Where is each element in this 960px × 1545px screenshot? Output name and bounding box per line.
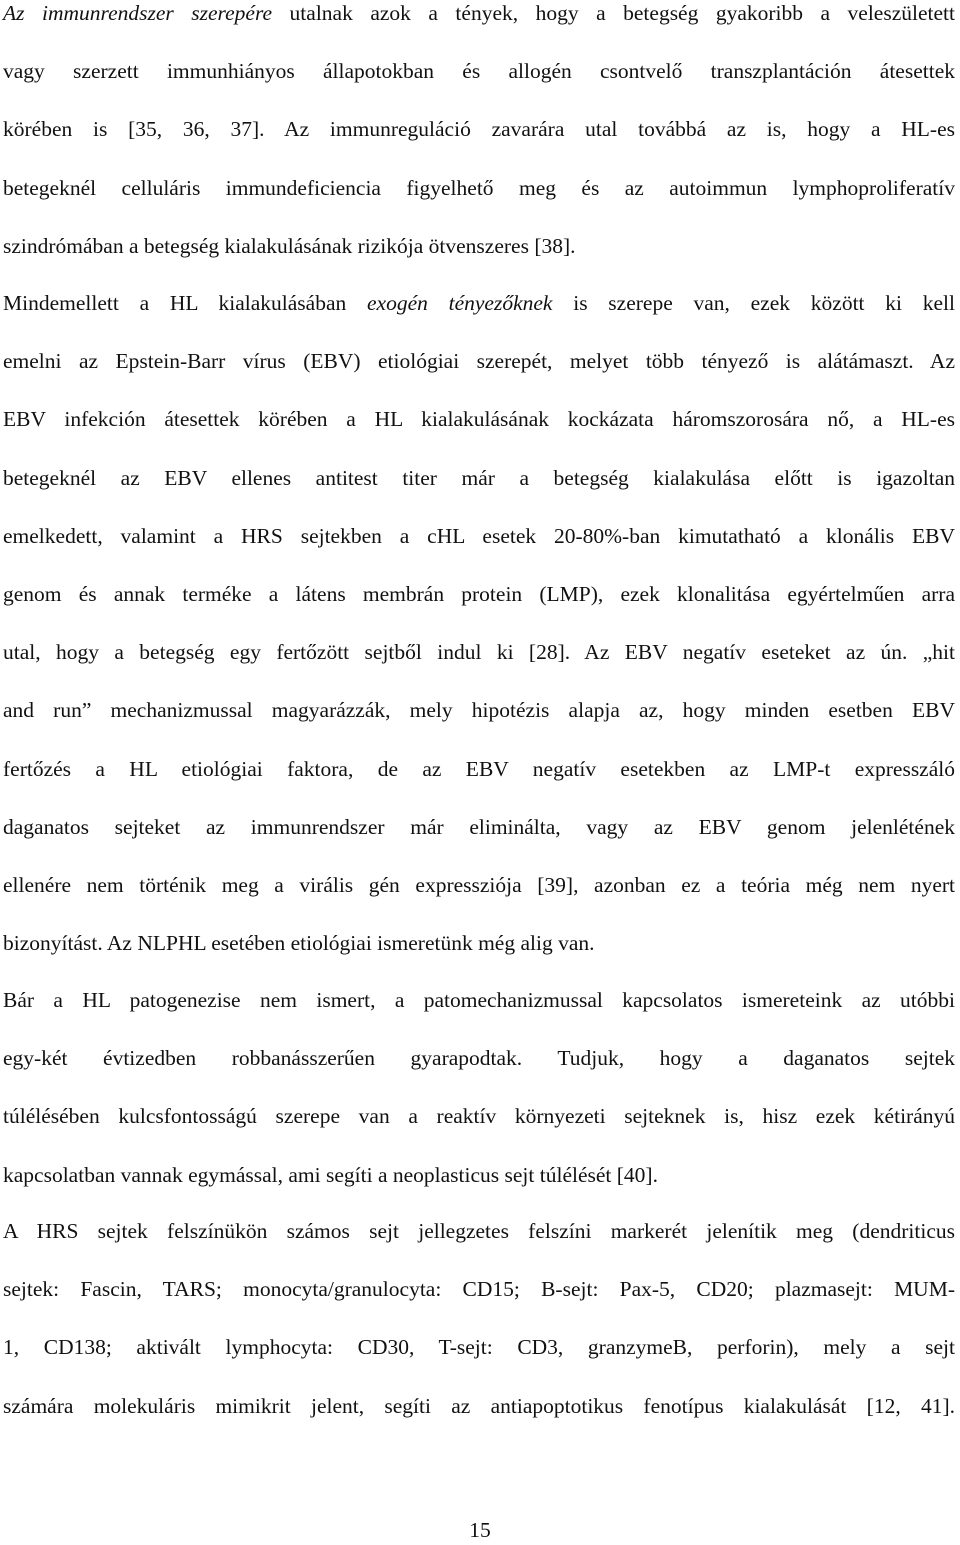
text-line: egy-két évtizedben robbanásszerűen gyarapodtak. Tudjuk, hogy a daganatos sejtek	[3, 1046, 955, 1071]
paragraph-4	[3, 1218, 955, 1451]
text-line: kapcsolatban vannak egymással, ami segíti a neoplasticus sejt túlélését [40].	[3, 1162, 658, 1187]
text-line: Mindemellett a HL kialakulásában exogén tényezőknek is szerepe van, ezek között ki kell	[3, 291, 955, 315]
text-line: genom és annak terméke a látens membrán protein (LMP), ezek klonalitása egyértelműen arra	[3, 581, 955, 606]
text-line: utal, hogy a betegség egy fertőzött sejtből indul ki [28]. Az EBV negatív eseteket az ún. „hit	[3, 640, 955, 665]
text-line: számára molekuláris mimikrit jelent, segíti az antiapoptotikus fenotípus kialakulását [12, 41].	[3, 1393, 955, 1418]
text-line: Az immunrendszer szerepére utalnak azok a tények, hogy a betegség gyakoribb a veleszületett	[3, 1, 955, 25]
text-line: vagy szerzett immunhiányos állapotokban és allogén csontvelő transzplantáción átesettek	[3, 59, 955, 84]
text-line: ellenére nem történik meg a virális gén expressziója [39], azonban ez a teória még nem nyert	[3, 872, 955, 897]
text-line: Bár a HL patogenezise nem ismert, a patomechanizmussal kapcsolatos ismereteink az utóbbi	[3, 988, 955, 1012]
text-line: fertőzés a HL etiológiai faktora, de az EBV negatív esetekben az LMP-t expresszáló	[3, 756, 955, 781]
page-number: 15	[469, 1518, 491, 1542]
text-line: and run” mechanizmussal magyarázzák, mely hipotézis alapja az, hogy minden esetben EBV	[3, 698, 955, 723]
text-line: túlélésében kulcsfontosságú szerepe van a reaktív környezeti sejteknek is, hisz ezek kétirányú	[3, 1104, 955, 1129]
text-line: körében is [35, 36, 37]. Az immunreguláció zavarára utal továbbá az is, hogy a HL-es	[3, 117, 955, 142]
paragraph-1	[3, 0, 955, 291]
text-line: A HRS sejtek felszínükön számos sejt jellegzetes felszíni markerét jelenítik meg (dendriticus	[3, 1219, 955, 1243]
text-line: szindrómában a betegség kialakulásának rizikója ötvenszeres [38].	[3, 233, 576, 258]
text-line: betegeknél celluláris immundeficiencia figyelhető meg és az autoimmun lymphoproliferatív	[3, 175, 955, 200]
paragraph-2	[3, 290, 955, 988]
text-line: 1, CD138; aktivált lymphocyta: CD30, T-sejt: CD3, granzymeB, perforin), mely a sejt	[3, 1335, 955, 1360]
paragraph-3	[3, 987, 955, 1220]
text-line: sejtek: Fascin, TARS; monocyta/granulocyta: CD15; B-sejt: Pax-5, CD20; plazmasejt: MUM-	[3, 1277, 955, 1302]
text-line: betegeknél az EBV ellenes antitest titer már a betegség kialakulása előtt is igazoltan	[3, 465, 955, 490]
text-line: bizonyítást. Az NLPHL esetében etiológiai ismeretünk még alig van.	[3, 931, 595, 956]
text-line: emelkedett, valamint a HRS sejtekben a cHL esetek 20-80%-ban kimutatható a klonális EBV	[3, 523, 955, 548]
text-line: daganatos sejteket az immunrendszer már eliminálta, vagy az EBV genom jelenlétének	[3, 814, 955, 839]
text-line: EBV infekción átesettek körében a HL kialakulásának kockázata háromszorosára nő, a HL-es	[3, 407, 955, 432]
text-line: emelni az Epstein-Barr vírus (EBV) etiológiai szerepét, melyet több tényező is alátámaszt. Az	[3, 349, 955, 374]
